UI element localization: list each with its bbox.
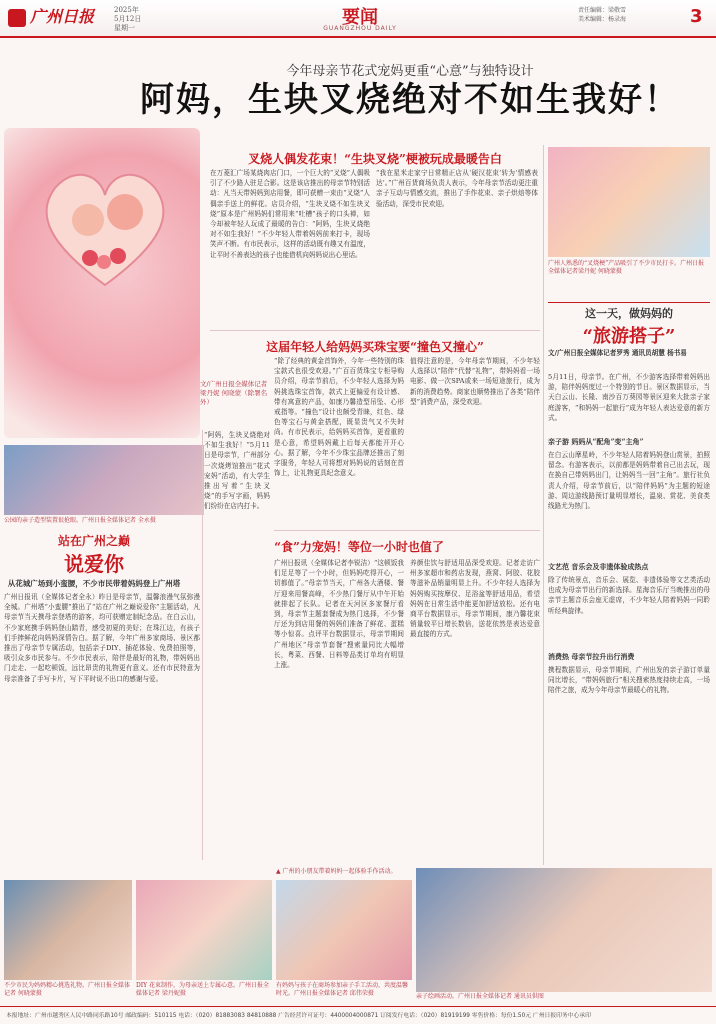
story-charsiu-body-continued: “我在星米走家宁日常精正店从‘硬汉花束’转为‘情感表达’。”广州百货商场负责人表示，今年母亲节活动更注重亲子互动与情感交流，推出了手作花束、亲子烘焙等体验活动，深受市民欢迎。: [376, 169, 538, 208]
section-divider: [274, 530, 540, 531]
craft-photo-caption: 有妈妈与孩子在商场参加亲子手工活动，共度温馨时光。广州日报全媒体记者 邱伟荣摄: [276, 982, 409, 997]
story-title-dining: “食”力宠妈！等位一小时也值了: [274, 540, 444, 554]
issue-date: 2025年 5月12日 星期一: [114, 6, 142, 32]
charsiu-photo-caption: 广州人熟悉的“叉烧梗”产品吸引了不少市民打卡。广州日报全媒体记者梁丹妮 何晓蒙摄: [548, 260, 705, 275]
park-installation-photo: [4, 445, 204, 515]
travel-story-intro: 5月11日，母亲节。在广州，不少游客选择带着妈妈出游，陪伴妈妈度过一个特别的节日。景区数据显示，当天白云山、长隆、南沙百万葵园等景区迎来大批亲子家庭游客，“和妈妈一起旅行”成为年轻人表达爱意的新方式。: [548, 373, 710, 422]
diy-photo-caption: DIY 花束制作，为母亲送上专属心意。广州日报全媒体记者 梁丹妮摄: [136, 982, 270, 997]
lead-headline: 阿妈，生块叉烧绝对不如生我好！: [140, 80, 680, 120]
illustration-caption: 文/广州日报全媒体记者梁丹妮 何晓蒙（除署名外）: [200, 380, 268, 406]
travel-story-byline: 文/广州日报全媒体记者罗秀 通讯员胡慧 杨书易: [548, 349, 687, 357]
heart-icon: [30, 150, 180, 300]
travel-story-kicker: 这一天，做妈妈的: [585, 307, 673, 320]
section-divider: [210, 330, 540, 331]
gift-shopping-photo: [4, 880, 132, 980]
section-title: 要闻: [342, 7, 378, 28]
travel-culture-body: 除了传统景点，音乐会、展览、非遗体验等文艺类活动也成为母亲节出行的新选择。星海音乐厅当晚推出的母亲节主题音乐会座无虚席，不少年轻人陪着妈妈一同聆听经典旋律。: [548, 576, 710, 615]
travel-story-title: “旅游搭子”: [582, 326, 676, 347]
charsiu-product-photo: [548, 147, 710, 257]
newspaper-logo: 广州日报: [8, 6, 108, 28]
craft-activity-photo: [276, 880, 412, 980]
story-charsiu-body: 在万菱汇广场某烧肉店门口，一个巨大的“叉烧”人偶吸引了不少路人驻足合影。这是该店推出的母亲节特别活动：凡当天带妈妈到店用餐，即可获赠一束由“叉烧”人偶亲手送上的鲜花。店员介绍，“生块叉烧不如生块叉烧”原本是广州妈妈们常用来“吐槽”孩子的口头禅，如今却被年轻人玩成了最暖的告白：“阿妈，生块叉烧绝对不如生我好！”不少年轻人带着妈妈前来打卡，现场笑声不断。有市民表示，这样的活动既有趣又有温度，让平时不善表达的孩子也能借机向妈妈说出心里话。: [210, 169, 370, 259]
photo-note: ▲ 广州的小朋友带着妈妈一起体验手作活动。: [276, 868, 397, 875]
tower-story-body: 广州日报讯（全媒体记者全永）昨日是母亲节，温馨浪漫气氛弥漫全城。广州塔“小蛮腰”推出了“站在广州之巅说爱你”主题活动，凡母亲节当天携母亲登塔的游客，均可获赠定制纪念品。在白云山，不少家庭携手妈妈登山踏青，感受初夏的美好；在珠江边，有孩子们手捧鲜花向妈妈深情告白。据了解，今年广州多家商场、景区都推出了母亲节专属活动，包括亲子DIY、插花体验、免费拍照等，吸引众多市民参与。不少市民表示，陪伴是最好的礼物，带妈妈出门走走、一起吃顿饭，远比昂贵的礼物更有意义。还有市民特意为母亲准备了手写卡片，写下平时说不出口的感谢与爱。: [4, 593, 200, 683]
story-gifts-body: 养颜佳饮与舒适用品深受欢迎。记者走访广州多家超市和药店发现，燕窝、阿胶、花胶等滋补品销量明显上升。不少年轻人选择为妈妈购买按摩仪、足浴盆等舒适用品，希望妈妈在日常生活中能更加舒适放松。还有电商平台数据显示，母亲节期间，康乃馨花束销量较平日增长数倍，送花依然是表达爱意最直接的方式。: [410, 559, 540, 639]
tower-story-title: 说爱你: [64, 552, 124, 576]
diy-bouquet-photo: [136, 880, 272, 980]
page-number: 3: [690, 6, 703, 27]
story-title-charsiu: 叉烧人偶发花束！“生块叉烧”梗被玩成最暖告白: [248, 152, 502, 166]
story-dining-body: 广州日报讯（全媒体记者李锐洁）“这顿饭我们足足等了一个小时，但妈妈吃得开心，一切都值了。”母亲节当天，广州各大酒楼、餐厅迎来用餐高峰，不少热门餐厅从中午开始就排起了长队。记者在天河区多家餐厅看到，母亲节主题套餐成为热门选择，不少餐厅还为到店用餐的妈妈们准备了鲜花、蛋糕等小惊喜。点评平台数据显示，母亲节期间广州地区“母亲节套餐”搜索量同比大幅增长，粤菜、西餐、日料等品类订单均有明显上涨。: [274, 559, 404, 670]
story-jewelry-body: “除了经典的黄金首饰外，今年一些特别的珠宝款式也很受欢迎。”广百百货珠宝专柜导购员介绍，母亲节前后，不少年轻人选择为妈妈挑选珠宝首饰，款式上更偏爱有设计感、带有寓意的产品，如康乃馨造型吊坠、心形戒指等。“撞色”设计也颇受青睐，红色、绿色等宝石与黄金搭配，既显贵气又不失时尚。有市民表示，给妈妈买首饰，更看重的是心意，希望妈妈戴上后每天都能开开心心。据了解，今年不少珠宝品牌还推出了刻字服务，年轻人可将想对妈妈说的话刻在首饰上，让礼物更具纪念意义。: [274, 357, 404, 478]
painting-activity-photo: [416, 868, 712, 992]
travel-subhead-family: 亲子游 妈妈从“配角”变“主角”: [548, 437, 644, 446]
logo-emblem-icon: [8, 9, 26, 27]
tower-story-subtitle: 从花城广场到小蛮腰，不少市民带着妈妈登上广州塔: [7, 579, 181, 588]
section-subtitle: GUANGZHOU DAILY: [323, 25, 397, 32]
travel-subhead-culture: 文艺范 音乐会及非遗体验成热点: [548, 562, 649, 571]
travel-spending-body: 携程数据显示，母亲节期间，广州出发的亲子游订单量同比增长，“带妈妈旅行”相关搜索热度持续走高，一场陪伴之旅，成为今年母亲节最暖心的礼物。: [548, 666, 710, 695]
editor-credits: 责任编辑：梁敬雪 美术编辑：杨录海: [578, 7, 627, 23]
column-divider: [202, 430, 203, 860]
travel-family-body: 在白云山摩星岭，不少年轻人陪着妈妈登山赏景，拍照留念。有游客表示，以前都是妈妈带着自己出去玩，现在换自己带妈妈出门，让妈妈当一回“主角”。旅行社负责人介绍，母亲节前后，以“陪伴妈妈”为主题的短途游、周边游线路预订量明显增长，温泉、赏花、美食类线路尤为热门。: [548, 451, 710, 511]
column-divider: [543, 145, 544, 865]
imprint-footer: 本报地址：广州市越秀区人民中路同乐路10号 邮政编码：510115 电话：（020）81883083 84810888 广告经营许可证号：4400004000871 订阅发行电话：（020）81919199 零售价格：每份1.50元 广州日报印务中心承印: [0, 1006, 716, 1024]
travel-subhead-spending: 消费热 母亲节拉升出行消费: [548, 652, 635, 661]
story-title-jewelry: 这届年轻人给妈妈买珠宝要“撞色又撞心”: [266, 340, 484, 354]
story-jewelry-body-continued: 值得注意的是，今年母亲节期间，不少年轻人选择以“陪伴”代替“礼物”，带妈妈看一场电影、做一次SPA或来一场短途旅行，成为新的消费趋势。商家也顺势推出了各类“陪伴型”消费产品，深受欢迎。: [410, 357, 540, 406]
tower-story-kicker: 站在广州之巅: [57, 534, 130, 548]
title-rule: [548, 302, 710, 303]
lead-kicker: 今年母亲节花式宠妈更重“心意”与独特设计: [286, 64, 534, 79]
park-photo-caption: 公园的亲子造型装置很抢眼。广州日报全媒体记者 全永摄: [4, 517, 156, 524]
gift-photo-caption: 不少市民为妈妈精心挑选礼物。广州日报全媒体记者 何晓蒙摄: [4, 982, 131, 997]
col1-intro-text: “阿妈，生块叉烧绝对不如生我好！”5月11日是母亲节，广州部分一次烧烤馆推出“花式宠妈”活动，有大学生推出写着“生块叉烧”的手写字画，妈妈们纷纷在店内打卡。: [204, 431, 270, 511]
painting-photo-caption: 亲子绘画活动。广州日报全媒体记者 通讯员供图: [416, 993, 544, 1000]
